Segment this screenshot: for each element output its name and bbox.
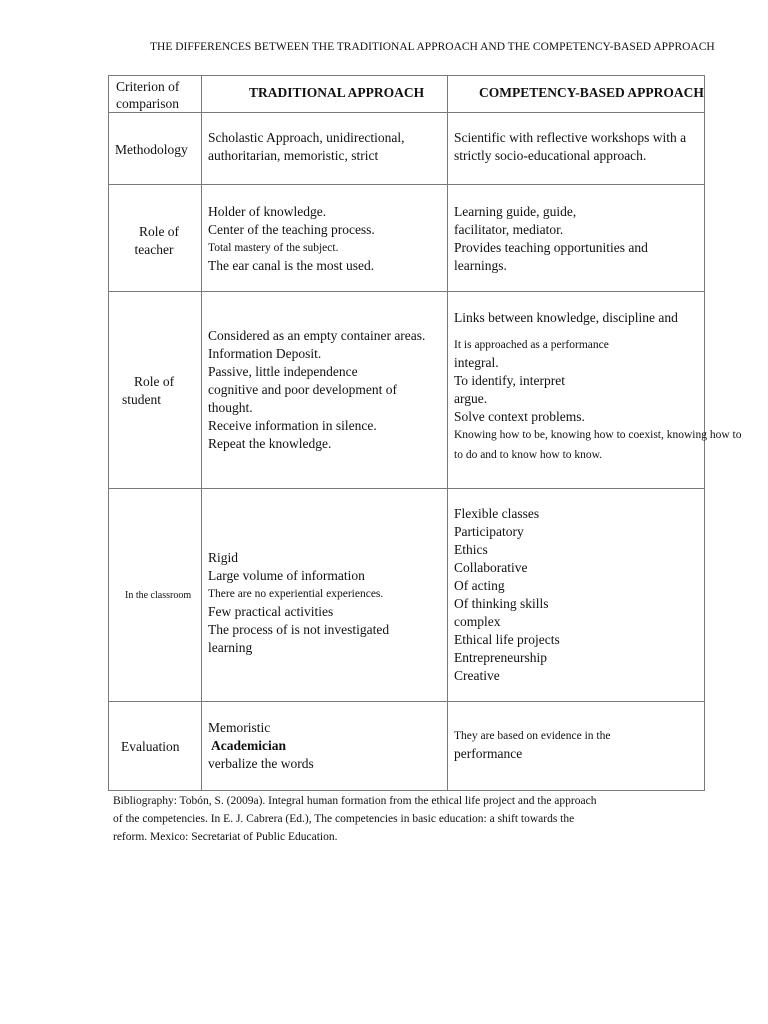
table-row-evaluation	[109, 702, 705, 791]
cell-line: They are based on evidence in the	[454, 730, 611, 742]
traditional-cell-in-the-classroom	[202, 489, 448, 702]
cell-line: Total mastery of the subject.	[208, 242, 339, 254]
traditional-cell-role-of-student	[202, 292, 448, 489]
criterion-header-line: comparison	[116, 96, 179, 111]
cell-line: Holder of knowledge.	[208, 204, 327, 219]
cell-line: Scholastic Approach, unidirectional,	[208, 130, 405, 145]
cell-line: Learning guide, guide,	[454, 204, 577, 219]
cell-line: cognitive and poor development of	[208, 382, 397, 397]
table-header-row	[109, 76, 705, 113]
cell-line: Of thinking skills	[454, 596, 549, 611]
cell-line: strictly socio-educational approach.	[454, 148, 647, 163]
competency-cell-in-the-classroom	[448, 489, 705, 702]
cell-line: Entrepreneurship	[454, 650, 547, 665]
cell-line: complex	[454, 614, 501, 629]
cell-line: performance	[454, 746, 523, 761]
row-label-role-of-student: Role of student	[109, 292, 202, 489]
row-label-evaluation: Evaluation	[109, 702, 202, 791]
competency-cell-role-of-teacher	[448, 185, 705, 292]
cell-line: Provides teaching opportunities and	[454, 240, 648, 255]
cell-line: The ear canal is the most used.	[208, 258, 375, 273]
cell-line: learning	[208, 640, 253, 655]
competency-cell-role-of-student	[448, 292, 742, 489]
cell-line: Collaborative	[454, 560, 528, 575]
table-row-in-the-classroom	[109, 489, 705, 702]
row-label-methodology: Methodology	[109, 113, 202, 185]
cell-line: Knowing how to be, knowing how to coexist, knowing how to	[454, 429, 742, 441]
cell-line: Considered as an empty container areas.	[208, 328, 426, 343]
cell-line: Memoristic	[208, 720, 271, 735]
cell-line: to do and to know how to know.	[454, 449, 603, 461]
cell-line: Passive, little independence	[208, 364, 358, 379]
competency-cell-methodology	[448, 113, 705, 185]
cell-line: The process of is not investigated	[208, 622, 390, 637]
cell-line: Participatory	[454, 524, 524, 539]
traditional-cell-evaluation	[202, 702, 448, 791]
cell-line: Flexible classes	[454, 506, 540, 521]
cell-line: Information Deposit.	[208, 346, 322, 361]
table-row-role-of-student	[109, 292, 705, 489]
cell-line: Ethics	[454, 542, 488, 557]
cell-line: Creative	[454, 668, 500, 683]
cell-line: Few practical activities	[208, 604, 334, 619]
comparison-table	[108, 75, 742, 791]
cell-line: Ethical life projects	[454, 632, 560, 647]
cell-line: It is approached as a performance	[454, 339, 609, 351]
cell-line: Solve context problems.	[454, 409, 585, 424]
cell-line: Academician	[211, 738, 286, 753]
bibliography-line: of the competencies. In E. J. Cabrera (Ed.), The competencies in basic education: a shift towards the	[113, 813, 575, 825]
criterion-header	[109, 76, 202, 113]
cell-line: Receive information in silence.	[208, 418, 377, 433]
cell-line: Center of the teaching process.	[208, 222, 375, 237]
cell-line: authoritarian, memoristic, strict	[208, 148, 379, 163]
cell-line: Large volume of information	[208, 568, 365, 583]
competency-cell-evaluation	[448, 702, 705, 791]
cell-line: To identify, interpret	[454, 373, 566, 388]
criterion-header-line: Criterion of	[116, 79, 180, 94]
cell-line: Scientific with reflective workshops with a	[454, 130, 687, 145]
cell-line: thought.	[208, 400, 253, 415]
row-label-role-of-teacher: Role of teacher	[109, 185, 202, 292]
cell-line: facilitator, mediator.	[454, 222, 564, 237]
traditional-cell-methodology	[202, 113, 448, 185]
cell-line: Links between knowledge, discipline and	[454, 310, 678, 325]
cell-line: learnings.	[454, 258, 507, 273]
bibliography-line: Bibliography: Tobón, S. (2009a). Integral human formation from the ethical life project and the approach	[113, 795, 597, 807]
cell-line: Repeat the knowledge.	[208, 436, 332, 451]
traditional-cell-role-of-teacher	[202, 185, 448, 292]
cell-line: integral.	[454, 355, 499, 370]
row-label-in-the-classroom: In the classroom	[109, 489, 202, 702]
table-row-role-of-teacher	[109, 185, 705, 292]
cell-line: verbalize the words	[208, 756, 314, 771]
page-title: THE DIFFERENCES BETWEEN THE TRADITIONAL APPROACH AND THE COMPETENCY-BASED APPROACH	[150, 41, 715, 53]
competency-approach-header: COMPETENCY-BASED APPROACH	[448, 76, 705, 113]
table-row-methodology	[109, 113, 705, 185]
cell-line: Of acting	[454, 578, 505, 593]
bibliography	[113, 792, 653, 846]
cell-line: There are no experiential experiences.	[208, 588, 384, 600]
cell-line: Rigid	[208, 550, 239, 565]
traditional-approach-header: TRADITIONAL APPROACH	[202, 76, 448, 113]
cell-line: argue.	[454, 391, 488, 406]
bibliography-line: reform. Mexico: Secretariat of Public Education.	[113, 831, 338, 843]
